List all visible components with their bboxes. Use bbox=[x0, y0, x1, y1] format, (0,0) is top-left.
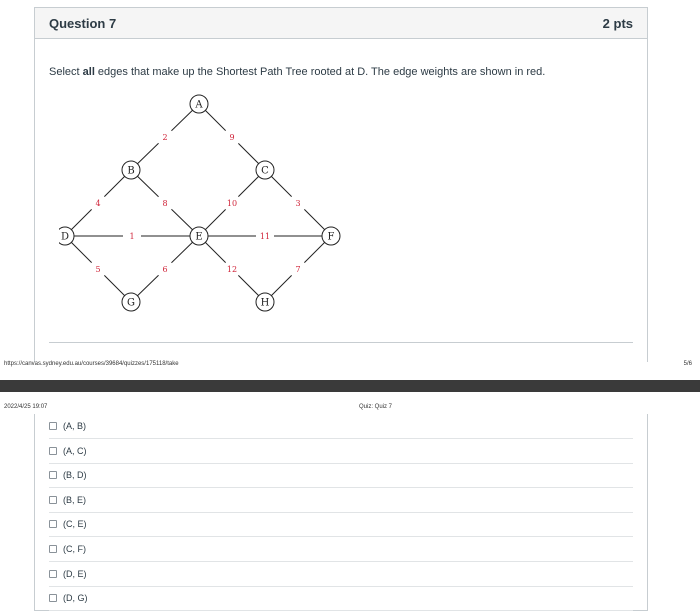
edge-FH bbox=[304, 242, 324, 262]
edge-AC bbox=[205, 110, 225, 130]
question-points: 2 pts bbox=[602, 15, 633, 31]
edge-AB bbox=[137, 143, 158, 163]
edge-weight-DG: 5 bbox=[95, 265, 101, 274]
prompt-text-start: Select bbox=[49, 66, 83, 78]
node-label-C: C bbox=[261, 165, 269, 177]
print-url: https://canvas.sydney.edu.au/courses/39684/quizzes/175118/take bbox=[4, 361, 179, 367]
answer-checkbox[interactable] bbox=[49, 520, 57, 528]
node-label-G: G bbox=[127, 297, 135, 309]
answer-option[interactable] bbox=[49, 586, 633, 611]
edge-CE bbox=[238, 176, 258, 196]
edge-EG bbox=[171, 242, 192, 262]
node-label-E: E bbox=[195, 231, 203, 243]
page-break bbox=[0, 380, 700, 392]
print-datetime: 2022/4/25 19:07 bbox=[4, 404, 48, 410]
edge-DG bbox=[71, 242, 91, 262]
answer-label: (D, E) bbox=[63, 568, 87, 579]
question-prompt bbox=[49, 66, 545, 78]
edge-DG bbox=[104, 275, 124, 295]
node-label-A: A bbox=[195, 99, 203, 111]
edge-EH bbox=[205, 242, 225, 262]
node-label-F: F bbox=[327, 231, 335, 243]
edge-weight-EH: 12 bbox=[226, 265, 238, 274]
edge-weight-CF: 3 bbox=[295, 199, 301, 208]
answer-label: (A, B) bbox=[63, 421, 87, 431]
edge-CF bbox=[304, 209, 324, 229]
answer-option[interactable] bbox=[49, 488, 633, 513]
edge-weight-CE: 10 bbox=[226, 199, 238, 208]
edge-FH bbox=[271, 275, 291, 295]
answer-option[interactable] bbox=[49, 562, 633, 587]
edge-weight-EG: 6 bbox=[162, 265, 168, 274]
edge-CE bbox=[205, 209, 225, 229]
prompt-text-bold: all bbox=[82, 66, 95, 78]
edge-weight-BE: 8 bbox=[162, 199, 168, 208]
answer-checkbox[interactable] bbox=[49, 545, 57, 553]
edge-AC bbox=[238, 143, 258, 163]
edge-BE bbox=[171, 209, 192, 229]
edge-weight-AB: 2 bbox=[162, 133, 168, 142]
answer-label: (D, G) bbox=[63, 593, 88, 604]
print-footer bbox=[4, 361, 692, 367]
question-header bbox=[35, 8, 647, 39]
question-separator bbox=[49, 342, 633, 343]
answer-label: (C, E) bbox=[63, 519, 87, 530]
answer-label: (B, D) bbox=[63, 470, 87, 481]
answer-option[interactable] bbox=[49, 512, 633, 537]
answer-checkbox[interactable] bbox=[49, 594, 57, 602]
answer-label: (A, C) bbox=[63, 445, 87, 456]
edge-EG bbox=[137, 275, 158, 295]
answer-option[interactable] bbox=[49, 414, 633, 439]
edge-BE bbox=[137, 176, 158, 196]
edge-weight-EF: 11 bbox=[259, 232, 271, 241]
edge-weight-DE: 1 bbox=[129, 232, 135, 241]
edge-BD bbox=[71, 209, 91, 229]
answer-checkbox[interactable] bbox=[49, 447, 57, 455]
answer-checkbox[interactable] bbox=[49, 496, 57, 504]
node-label-H: H bbox=[260, 297, 270, 309]
answer-label: (B, E) bbox=[63, 494, 87, 505]
print-title: Quiz: Quiz 7 bbox=[359, 404, 393, 410]
answer-checkbox[interactable] bbox=[49, 422, 57, 430]
graph-diagram bbox=[59, 92, 359, 332]
edge-weight-BD: 4 bbox=[95, 199, 101, 208]
answer-label: (C, F) bbox=[63, 544, 86, 554]
edge-EH bbox=[238, 275, 258, 295]
edge-weight-AC: 9 bbox=[229, 133, 235, 142]
edge-BD bbox=[104, 176, 124, 196]
edge-weight-FH: 7 bbox=[295, 265, 301, 274]
edge-AB bbox=[171, 110, 192, 130]
answer-option[interactable] bbox=[49, 463, 633, 488]
answers-card bbox=[34, 414, 648, 611]
node-label-B: B bbox=[127, 165, 135, 177]
question-title: Question 7 bbox=[49, 15, 117, 31]
answer-checkbox[interactable] bbox=[49, 570, 57, 578]
node-label-D: D bbox=[60, 231, 70, 243]
edge-CF bbox=[271, 176, 291, 196]
prompt-text-end: edges that make up the Shortest Path Tree rooted at D. The edge weights are shown in red. bbox=[94, 66, 546, 78]
answer-checkbox[interactable] bbox=[49, 471, 57, 479]
answer-option[interactable] bbox=[49, 439, 633, 464]
answer-option[interactable] bbox=[49, 537, 633, 562]
print-page-number: 5/6 bbox=[683, 361, 692, 367]
question-card bbox=[34, 7, 648, 362]
